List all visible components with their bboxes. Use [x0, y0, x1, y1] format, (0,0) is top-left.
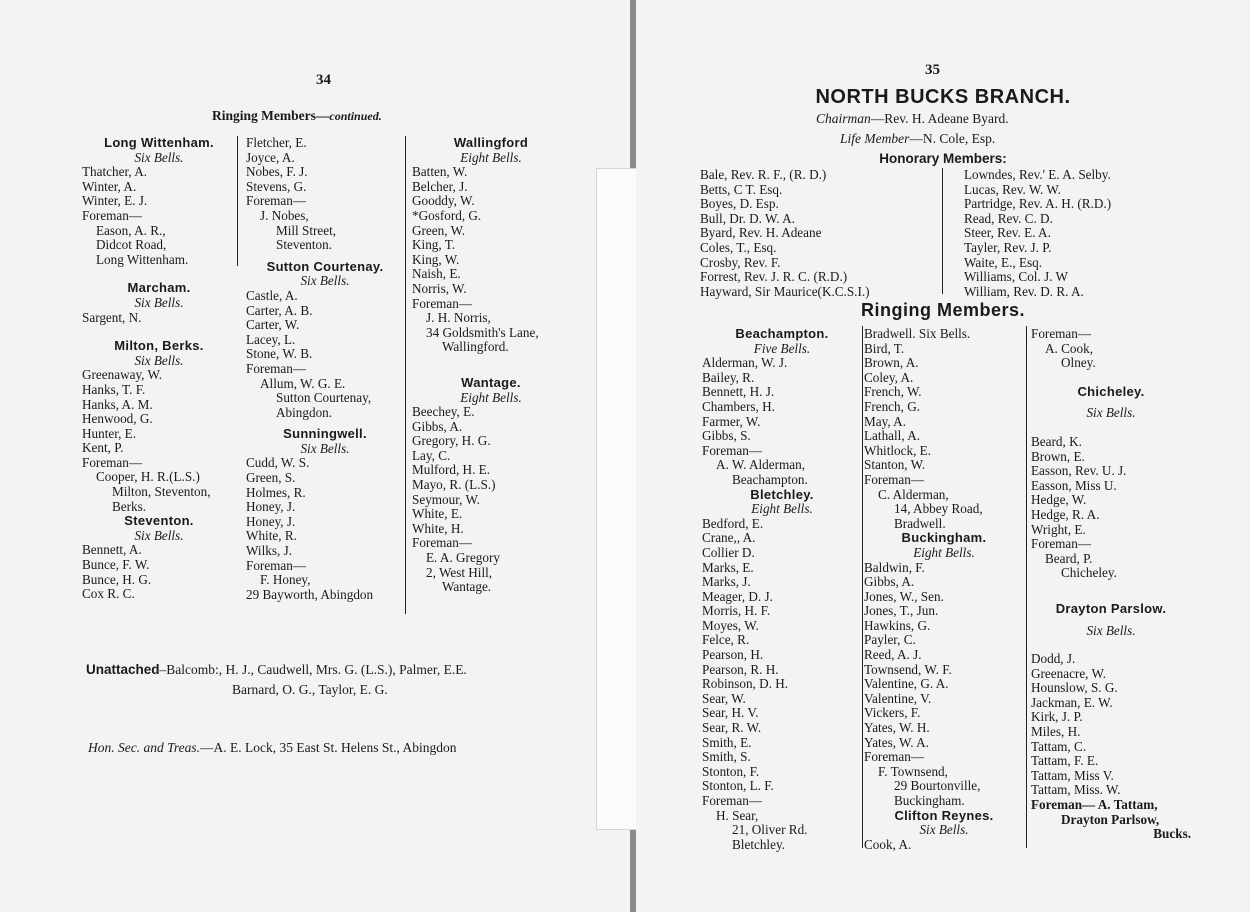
column-2 — [246, 136, 404, 602]
list-item: Cooper, H. R.(L.S.) — [96, 469, 200, 485]
list-item: Moyes, W. — [702, 617, 759, 633]
list-item: Holmes, R. — [246, 484, 306, 500]
honorary-heading: Honorary Members: — [879, 151, 1007, 166]
list-item: Lacey, L. — [246, 331, 296, 347]
column-2 — [864, 327, 1024, 852]
tower-heading: Milton, Berks. — [114, 338, 204, 354]
list-item: *Gosford, G. — [412, 207, 482, 223]
honorary-member: Steer, Rev. E. A. — [964, 225, 1051, 241]
list-item: H. Sear, — [716, 807, 759, 823]
hon-sec-label: Hon. Sec. and Treas. — [88, 740, 200, 755]
list-item: Miles, H. — [1031, 724, 1081, 740]
list-item: Cook, A. — [864, 836, 912, 852]
list-item: Crane,, A. — [702, 530, 756, 546]
list-item: Lathall, A. — [864, 428, 921, 444]
list-item: Abingdon. — [276, 404, 333, 420]
spacer — [82, 267, 236, 281]
list-item: Robinson, D. H. — [702, 676, 789, 692]
list-item: Winter, A. — [82, 178, 137, 194]
list-item: Coley, A. — [864, 369, 914, 385]
list-item: Bennett, A. — [82, 542, 142, 558]
list-item: Foreman— — [82, 454, 143, 470]
list-item: Five Bells. — [753, 340, 811, 356]
list-item: Six Bells. — [134, 294, 184, 310]
list-item: Hounslow, S. G. — [1031, 680, 1118, 696]
column-3 — [412, 136, 570, 595]
list-item: Bird, T. — [864, 340, 905, 356]
list-item: Joyce, A. — [246, 149, 295, 165]
tower-heading: Buckingham. — [901, 530, 987, 546]
list-item: Brown, E. — [1031, 448, 1085, 464]
list-item: Green, S. — [246, 470, 296, 486]
list-item: Honey, J. — [246, 499, 296, 515]
honorary-member: Boyes, D. Esp. — [700, 196, 779, 212]
list-item: Hawkins, G. — [864, 617, 931, 633]
list-item: Eason, A. R., — [96, 222, 166, 238]
hon-sec-line — [88, 740, 457, 756]
honorary-member: Bull, Dr. D. W. A. — [700, 210, 795, 226]
list-item: Mayo, R. (L.S.) — [412, 477, 496, 493]
chairman-text: —Rev. H. Adeane Byard. — [870, 111, 1009, 126]
list-item: King, W. — [412, 251, 460, 267]
chairman-line — [816, 111, 1009, 127]
list-item: Eight Bells. — [913, 544, 975, 560]
list-item: Jones, W., Sen. — [864, 588, 944, 604]
honorary-member: Betts, C T. Esq. — [700, 181, 783, 197]
list-item: Collier D. — [702, 544, 755, 560]
list-item: Baldwin, F. — [864, 559, 925, 575]
list-item: F. Honey, — [260, 572, 311, 588]
column-1 — [702, 327, 862, 852]
list-item: Hedge, R. A. — [1031, 506, 1100, 522]
list-item: Valentine, V. — [864, 690, 932, 706]
list-item: Six Bells. — [1086, 405, 1136, 421]
list-item: Bunce, H. G. — [82, 571, 152, 587]
list-item: Stonton, L. F. — [702, 778, 774, 794]
tower-heading: Long Wittenham. — [104, 135, 214, 150]
spacer — [1031, 421, 1191, 435]
list-item: Gibbs, A. — [412, 418, 463, 434]
list-item: Nobes, F. J. — [246, 164, 308, 180]
list-item: Seymour, W. — [412, 491, 480, 507]
hon-sec-text: —A. E. Lock, 35 East St. Helens St., Abingdon — [200, 740, 457, 755]
unattached-names: –Balcomb:, H. J., Caudwell, Mrs. G. (L.S.), Palmer, E.E. — [159, 662, 467, 677]
tower-heading: Beachampton. — [735, 326, 829, 341]
list-item: Batten, W. — [412, 164, 468, 180]
list-item: Marks, E. — [702, 559, 754, 575]
list-item: Bucks. — [1153, 826, 1191, 842]
honorary-list-right — [964, 168, 1204, 299]
list-item: 21, Oliver Rd. — [732, 822, 808, 838]
list-item: Kirk, J. P. — [1031, 709, 1083, 725]
list-item: Eight Bells. — [460, 389, 522, 405]
list-item: Sear, W. — [702, 690, 746, 706]
list-item: Kent, P. — [82, 440, 124, 456]
branch-title: NORTH BUCKS BRANCH. — [815, 86, 1071, 108]
list-item: A. W. Alderman, — [716, 457, 806, 473]
list-item: Foreman— — [1031, 536, 1092, 552]
list-item: Wilks, J. — [246, 543, 292, 559]
list-item: Stevens, G. — [246, 178, 307, 194]
list-item: Dodd, J. — [1031, 651, 1076, 667]
list-item: Six Bells. — [300, 440, 350, 456]
list-item: 29 Bayworth, Abingdon — [246, 586, 374, 602]
honorary-member: Bale, Rev. R. F., (R. D.) — [700, 167, 827, 182]
column-3 — [1031, 327, 1191, 842]
list-item: Foreman— — [412, 295, 473, 311]
list-item: Tattam, Miss. W. — [1031, 782, 1121, 798]
list-item: E. A. Gregory — [426, 550, 500, 566]
list-item: Sear, H. V. — [702, 705, 759, 721]
spacer — [82, 325, 236, 339]
tower-heading: Marcham. — [127, 280, 191, 296]
list-item: Chambers, H. — [702, 398, 775, 414]
list-item: Carter, A. B. — [246, 302, 313, 318]
honorary-member: Tayler, Rev. J. P. — [964, 239, 1052, 255]
list-item: Alderman, W. J. — [702, 355, 788, 371]
list-item: Six Bells. — [300, 273, 350, 289]
honorary-member: William, Rev. D. R. A. — [964, 283, 1084, 299]
list-item: Foreman— — [246, 193, 307, 209]
list-item: J. H. Norris, — [426, 310, 491, 326]
list-item: Thatcher, A. — [82, 164, 148, 180]
list-item: Six Bells. — [134, 527, 184, 543]
list-item: Sear, R. W. — [702, 720, 762, 736]
list-item: Greenaway, W. — [82, 367, 163, 383]
honorary-member: Read, Rev. C. D. — [964, 210, 1053, 226]
honorary-member: Crosby, Rev. F. — [700, 254, 781, 270]
list-item: Wantage. — [442, 579, 492, 595]
list-item: F. Townsend, — [878, 763, 948, 779]
list-item: Easson, Miss U. — [1031, 477, 1117, 493]
spacer — [412, 355, 570, 369]
list-item: Winter, E. J. — [82, 193, 148, 209]
list-item: Fletcher, E. — [246, 135, 307, 150]
list-item: A. Cook, — [1045, 340, 1093, 356]
list-item: Didcot Road, — [96, 237, 167, 253]
honorary-list-left — [700, 168, 940, 299]
heading-main: Ringing Members— — [212, 108, 330, 123]
list-item: Greenacre, W. — [1031, 665, 1107, 681]
list-item: Cudd, W. S. — [246, 455, 310, 471]
column-divider — [1026, 326, 1027, 848]
list-item: Whitlock, E. — [864, 442, 932, 458]
honorary-member: Williams, Col. J. W — [964, 269, 1068, 285]
list-item: Reed, A. J. — [864, 647, 922, 663]
list-item: 34 Goldsmith's Lane, — [426, 324, 539, 340]
list-item: White, E. — [412, 506, 463, 522]
list-item: Bennett, H. J. — [702, 384, 775, 400]
list-item: Green, W. — [412, 222, 466, 238]
list-item: Naish, E. — [412, 266, 461, 282]
list-item: Berks. — [112, 498, 147, 514]
honorary-member: Forrest, Rev. J. R. C. (R.D.) — [700, 269, 848, 285]
list-item: Norris, W. — [412, 280, 467, 296]
list-item: Payler, C. — [864, 632, 916, 648]
page-number: 35 — [925, 62, 940, 78]
list-item: Gooddy, W. — [412, 193, 475, 209]
unattached-label: Unattached — [86, 662, 160, 677]
right-page — [636, 0, 1250, 912]
list-item: Foreman— — [864, 749, 925, 765]
list-item: Yates, W. A. — [864, 734, 929, 750]
list-item: Lay, C. — [412, 447, 451, 463]
list-item: Jones, T., Jun. — [864, 603, 939, 619]
list-item: Buckingham. — [894, 793, 965, 808]
column-1 — [82, 136, 236, 602]
list-item: Foreman— — [412, 535, 473, 551]
unattached-names-2: Barnard, O. G., Taylor, E. G. — [232, 682, 388, 697]
list-item: Stanton, W. — [864, 457, 926, 473]
tower-heading: Sutton Courtenay. — [266, 258, 384, 274]
list-item: Felce, R. — [702, 632, 750, 648]
tower-heading: Wantage. — [461, 374, 521, 390]
list-item: Eight Bells. — [460, 149, 522, 165]
column-divider — [237, 136, 238, 266]
spacer — [1031, 581, 1191, 595]
list-item: Mulford, H. E. — [412, 462, 491, 478]
list-item: Wright, E. — [1031, 521, 1086, 537]
list-item: Six Bells. — [134, 149, 184, 165]
list-item: Foreman— — [1031, 326, 1092, 341]
list-item: Morris, H. F. — [702, 603, 771, 619]
list-item: Milton, Steventon, — [112, 484, 211, 500]
list-item: Eight Bells. — [751, 501, 813, 517]
column-divider — [405, 136, 406, 614]
list-item: Wallingford. — [442, 339, 509, 355]
section-heading — [212, 108, 382, 124]
list-item: Farmer, W. — [702, 413, 761, 429]
list-item: Cox R. C. — [82, 586, 135, 602]
list-item: 14, Abbey Road, — [894, 501, 983, 517]
tower-heading: Chicheley. — [1077, 383, 1145, 399]
life-member-label: Life Member — [840, 131, 910, 146]
ringing-heading: Ringing Members. — [860, 300, 1025, 320]
list-item: Beachampton. — [732, 471, 808, 487]
list-item: Henwood, G. — [82, 411, 153, 427]
list-item: Brown, A. — [864, 355, 919, 371]
list-item: Mill Street, — [276, 222, 337, 238]
tower-heading: Drayton Parslow. — [1055, 600, 1167, 616]
list-item: 29 Bourtonville, — [894, 778, 981, 794]
list-item: Pearson, H. — [702, 647, 764, 663]
chairman-label: Chairman — [816, 111, 871, 126]
list-item: Foreman— A. Tattam, — [1031, 797, 1158, 813]
list-item: Beard, P. — [1045, 550, 1093, 566]
list-item: Hunter, E. — [82, 425, 137, 441]
list-item: Foreman— — [864, 471, 925, 487]
honorary-member: Partridge, Rev. A. H. (R.D.) — [964, 196, 1112, 212]
list-item: French, W. — [864, 384, 922, 400]
list-item: Bedford, E. — [702, 515, 764, 531]
life-member-text: —N. Cole, Esp. — [909, 131, 996, 146]
tower-heading: Sunningwell. — [283, 426, 367, 442]
list-item: Six Bells. — [919, 822, 969, 838]
column-divider — [862, 326, 863, 848]
list-item: Townsend, W. F. — [864, 661, 952, 677]
honorary-member: Byard, Rev. H. Adeane — [700, 225, 822, 241]
list-item: Tattam, F. E. — [1031, 753, 1099, 769]
list-item: Tattam, Miss V. — [1031, 767, 1114, 783]
list-item: Foreman— — [246, 360, 307, 376]
spacer — [1031, 638, 1191, 652]
list-item: Carter, W. — [246, 317, 300, 333]
honorary-member: Lowndes, Rev.' E. A. Selby. — [964, 167, 1111, 182]
list-item: C. Alderman, — [878, 486, 949, 502]
list-item: Smith, E. — [702, 734, 752, 750]
list-item: Yates, W. H. — [864, 720, 930, 736]
honorary-member: Lucas, Rev. W. W. — [964, 181, 1061, 197]
life-member-line — [840, 131, 995, 147]
honorary-member: Coles, T., Esq. — [700, 239, 777, 255]
list-item: Pearson, R. H. — [702, 661, 779, 677]
list-item: Bradwell. — [894, 515, 946, 531]
list-item: J. Nobes, — [260, 207, 309, 223]
tower-heading: Wallingford — [453, 135, 529, 150]
list-item: Steventon. — [276, 237, 333, 253]
list-item: Valentine, G. A. — [864, 676, 949, 692]
list-item: Jackman, E. W. — [1031, 694, 1113, 710]
list-item: Foreman— — [246, 557, 307, 573]
list-item: Honey, J. — [246, 513, 296, 529]
list-item: Long Wittenham. — [96, 251, 189, 267]
spacer — [1031, 371, 1191, 385]
heading-continued: continued. — [329, 109, 382, 123]
list-item: Tattam, C. — [1031, 738, 1087, 754]
column-divider — [942, 168, 943, 294]
list-item: Bunce, F. W. — [82, 557, 150, 573]
list-item: King, T. — [412, 237, 456, 253]
list-item: Meager, D. J. — [702, 588, 773, 604]
list-item: May, A. — [864, 413, 907, 429]
list-item: Smith, S. — [702, 749, 751, 765]
list-item: Gibbs, S. — [702, 428, 751, 444]
list-item: Hanks, A. M. — [82, 396, 153, 412]
list-item: Vickers, F. — [864, 705, 921, 721]
tower-heading: Steventon. — [124, 513, 194, 529]
list-item: Marks, J. — [702, 574, 751, 590]
list-item: White, R. — [246, 528, 297, 544]
list-item: White, H. — [412, 520, 464, 536]
list-item: Sargent, N. — [82, 309, 142, 325]
list-item: Sutton Courtenay, — [276, 390, 372, 406]
list-item: Chicheley. — [1061, 565, 1117, 581]
list-item: Olney. — [1061, 355, 1096, 371]
list-item: Gibbs, A. — [864, 574, 915, 590]
honorary-member: Waite, E., Esq. — [964, 254, 1043, 270]
list-item: Foreman— — [702, 442, 763, 458]
list-item: Beechey, E. — [412, 404, 475, 420]
list-item: Gregory, H. G. — [412, 433, 491, 449]
unattached-line — [86, 662, 467, 678]
list-item: Castle, A. — [246, 287, 298, 303]
tower-heading: Clifton Reynes. — [894, 807, 994, 823]
list-item: Drayton Parlsow, — [1061, 811, 1160, 827]
list-item: Bletchley. — [732, 836, 785, 852]
list-item: Stonton, F. — [702, 763, 760, 779]
list-item: Bradwell. Six Bells. — [864, 326, 971, 341]
list-item: 2, West Hill, — [426, 564, 493, 580]
list-item: Belcher, J. — [412, 178, 468, 194]
page-number: 34 — [316, 72, 331, 88]
list-item: Stone, W. B. — [246, 346, 313, 362]
list-item: Foreman— — [82, 207, 143, 223]
list-item: Foreman— — [702, 793, 763, 808]
list-item: Allum, W. G. E. — [260, 375, 346, 391]
list-item: Beard, K. — [1031, 433, 1082, 449]
tower-heading: Bletchley. — [750, 486, 814, 502]
list-item: Easson, Rev. U. J. — [1031, 463, 1127, 479]
list-item: Six Bells. — [1086, 622, 1136, 638]
list-item: Bailey, R. — [702, 369, 755, 385]
list-item: Six Bells. — [134, 352, 184, 368]
honorary-member: Hayward, Sir Maurice(K.C.S.I.) — [700, 283, 870, 299]
list-item: Hanks, T. F. — [82, 381, 146, 397]
list-item: Hedge, W. — [1031, 492, 1087, 508]
list-item: French, G. — [864, 398, 921, 414]
